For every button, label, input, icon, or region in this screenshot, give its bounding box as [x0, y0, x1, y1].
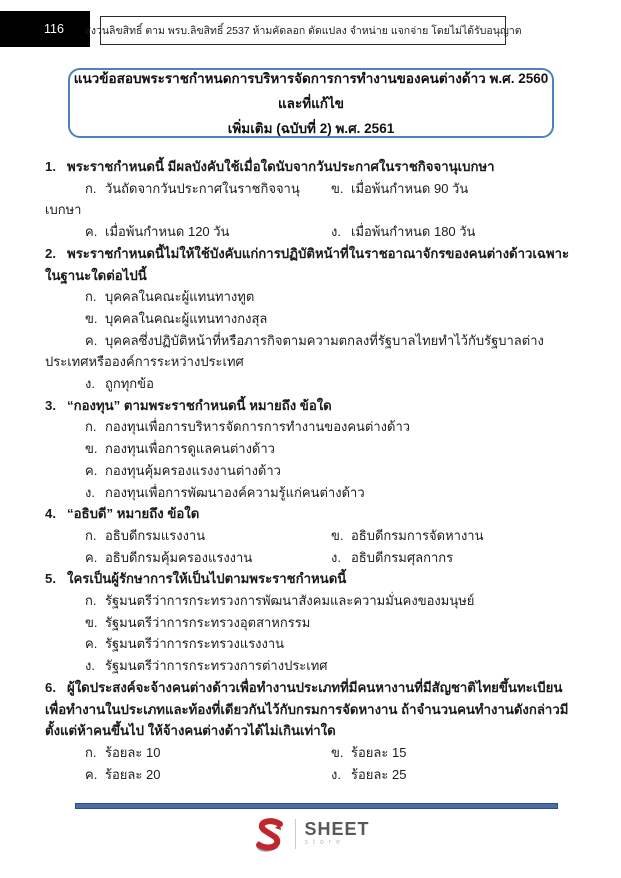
option-ง: [331, 764, 578, 786]
option-label: ค.: [85, 462, 98, 478]
page-number-box: [0, 11, 90, 47]
option-text: วันถัดจากวันประกาศในราชกิจจานุเบกษา: [45, 180, 300, 218]
option-text: บุคคลในคณะผู้แทนทางกงสุล: [105, 310, 268, 326]
question-2-options: [45, 286, 578, 395]
option-ข: [331, 742, 578, 764]
question-statement: “กองทุน” ตามพระราชกำหนดนี้ หมายถึง ข้อใด: [67, 397, 332, 413]
logo-separator: [295, 819, 296, 849]
question-6: [45, 677, 578, 786]
option-label: ค.: [85, 549, 98, 565]
option-ค: [45, 547, 331, 569]
option-ข: [331, 525, 578, 547]
page-number: 116: [44, 22, 64, 36]
question-6-options: [45, 742, 578, 785]
option-ก: [45, 525, 331, 547]
option-label: ค.: [85, 224, 98, 240]
option-text: อธิบดีกรมแรงงาน: [105, 527, 206, 543]
option-ง: [331, 547, 578, 569]
question-statement: “อธิบดี” หมายถึง ข้อใด: [67, 506, 200, 522]
option-ค: [45, 221, 331, 243]
option-label: ก.: [85, 289, 97, 305]
footer-divider: [75, 803, 558, 809]
option-label: ง.: [331, 224, 341, 240]
option-text: อธิบดีกรมการจัดหางาน: [351, 527, 484, 543]
option-label: ง.: [331, 766, 341, 782]
option-text: รัฐมนตรีว่าการกระทรวงแรงงาน: [105, 636, 285, 652]
exam-title-line1: แนวข้อสอบพระราชกำหนดการบริหารจัดการการทำงานของคนต่างด้าว พ.ศ. 2560 และที่แก้ไข: [73, 70, 549, 111]
option-label: ข.: [85, 614, 98, 630]
option-text: บุคคลซึ่งปฏิบัติหน้าที่หรือภารกิจตามความตกลงที่รัฐบาลไทยทำไว้กับรัฐบาลต่างประเทศหรือองค์การระหว่างประเทศ: [45, 332, 544, 370]
question-3-options: [45, 416, 578, 503]
question-5: [45, 568, 578, 677]
option-ก: [45, 286, 578, 308]
question-1: [45, 156, 578, 243]
question-6-text: [45, 677, 578, 742]
option-text: เมื่อพ้นกำหนด 120 วัน: [105, 224, 230, 240]
question-statement: พระราชกำหนดนี้ มีผลบังคับใช้เมื่อใดนับจากวันประกาศในราชกิจจานุเบกษา: [67, 159, 495, 174]
option-label: ข.: [331, 527, 344, 543]
question-1-options: [45, 178, 578, 243]
option-text: รัฐมนตรีว่าการกระทรวงอุตสาหกรรม: [105, 614, 311, 630]
option-ง: [45, 482, 578, 504]
option-label: ง.: [85, 376, 95, 392]
option-text: กองทุนเพื่อการบริหารจัดการการทำงานของคนต่างด้าว: [105, 419, 411, 435]
option-label: ค.: [85, 636, 98, 652]
option-text: ถูกทุกข้อ: [105, 376, 154, 392]
question-2-text: [45, 243, 578, 286]
copyright-text: สงวนลิขสิทธิ์ ตาม พรบ.ลิขสิทธิ์ 2537 ห้ามคัดลอก ดัดแปลง จำหน่าย แจกจ่าย โดยไม่ได้รับอนุญาต: [84, 25, 522, 37]
logo-subtext: store: [304, 839, 346, 846]
option-label: ง.: [331, 549, 341, 565]
option-label: ง.: [85, 484, 95, 500]
question-4-text: [45, 503, 578, 525]
option-ก: [45, 416, 578, 438]
option-label: ข.: [85, 310, 98, 326]
option-label: ก.: [85, 180, 97, 196]
option-label: ข.: [331, 180, 344, 196]
option-text: รัฐมนตรีว่าการกระทรวงการพัฒนาสังคมและความมั่นคงของมนุษย์: [105, 593, 475, 609]
option-ข: [331, 178, 578, 221]
option-ค: [45, 764, 331, 786]
question-number: 3.: [45, 397, 56, 413]
question-number: 5.: [45, 571, 56, 587]
option-ก: [45, 178, 331, 221]
option-ค: [45, 633, 578, 655]
option-text: เมื่อพ้นกำหนด 180 วัน: [351, 224, 476, 240]
question-1-text: [45, 156, 578, 178]
option-text: กองทุนเพื่อการพัฒนาองค์ความรู้แก่คนต่างด้าว: [105, 484, 365, 500]
copyright-box: [84, 16, 522, 45]
option-text: อธิบดีกรมคุ้มครองแรงงาน: [105, 549, 253, 565]
question-number: 6.: [45, 679, 56, 695]
option-text: อธิบดีกรมศุลกากร: [351, 549, 454, 565]
exam-title-box: [68, 68, 554, 138]
question-number: 2.: [45, 245, 56, 261]
option-ข: [45, 612, 578, 634]
option-text: กองทุนคุ้มครองแรงงานต่างด้าว: [105, 462, 281, 478]
question-3-text: [45, 395, 578, 417]
option-ค: [45, 460, 578, 482]
option-text: ร้อยละ 10: [105, 744, 161, 760]
option-label: ค.: [85, 766, 98, 782]
option-label: ข.: [331, 744, 344, 760]
option-label: ข.: [85, 441, 98, 457]
question-5-text: [45, 568, 578, 590]
question-4-options: [45, 525, 578, 568]
question-statement: ใครเป็นผู้รักษาการให้เป็นไปตามพระราชกำหนดนี้: [67, 571, 347, 587]
logo-text-block: [304, 821, 369, 847]
option-label: ค.: [85, 332, 98, 348]
option-text: ร้อยละ 15: [351, 744, 407, 760]
question-statement: ผู้ใดประสงค์จะจ้างคนต่างด้าวเพื่อทำงานประเภทที่มีคนหางานที่มีสัญชาติไทยขึ้นทะเบียนเพื่อทำงานในประเภทและท้องที่เดียวกันไว้กับกรมการจัดหางาน ถ้าจำนวนคนทำงานดังกล่าวมีตั้งแต่ห้าคนขึ้นไป ให้จ้างคนต่างด้าวได้ไม่เกินเท่าใด: [45, 679, 569, 739]
option-label: ก.: [85, 527, 97, 543]
option-text: รัฐมนตรีว่าการกระทรวงการต่างประเทศ: [105, 658, 328, 674]
option-label: ก.: [85, 744, 97, 760]
option-ค: [45, 330, 578, 373]
sheetstore-s-icon: [251, 816, 287, 852]
footer-logo: [0, 816, 621, 852]
option-text: ร้อยละ 20: [105, 766, 161, 782]
option-label: ก.: [85, 593, 97, 609]
option-ง: [45, 655, 578, 677]
option-label: ง.: [85, 658, 95, 674]
option-text: บุคคลในคณะผู้แทนทางทูต: [105, 289, 255, 305]
logo-text: SHEET: [304, 819, 370, 839]
question-4: [45, 503, 578, 568]
question-number: 4.: [45, 506, 56, 522]
option-text: ร้อยละ 25: [351, 766, 407, 782]
option-ง: [331, 221, 578, 243]
option-text: กองทุนเพื่อการดูแลคนต่างด้าว: [105, 441, 275, 457]
option-ข: [45, 308, 578, 330]
exam-title-line2: เพิ่มเติม (ฉบับที่ 2) พ.ศ. 2561: [227, 120, 395, 136]
question-2: [45, 243, 578, 395]
question-statement: พระราชกำหนดนี้ไม่ให้ใช้บังคับแก่การปฏิบัติหน้าที่ในราชอาณาจักรของคนต่างด้าวเฉพาะในฐานะใดต่อไปนี้: [45, 245, 570, 283]
option-ง: [45, 373, 578, 395]
option-ข: [45, 438, 578, 460]
option-ก: [45, 742, 331, 764]
question-number: 1.: [45, 159, 56, 174]
option-ก: [45, 590, 578, 612]
questions: [45, 156, 578, 785]
question-5-options: [45, 590, 578, 677]
question-3: [45, 395, 578, 504]
option-text: เมื่อพ้นกำหนด 90 วัน: [351, 180, 469, 196]
option-label: ก.: [85, 419, 97, 435]
